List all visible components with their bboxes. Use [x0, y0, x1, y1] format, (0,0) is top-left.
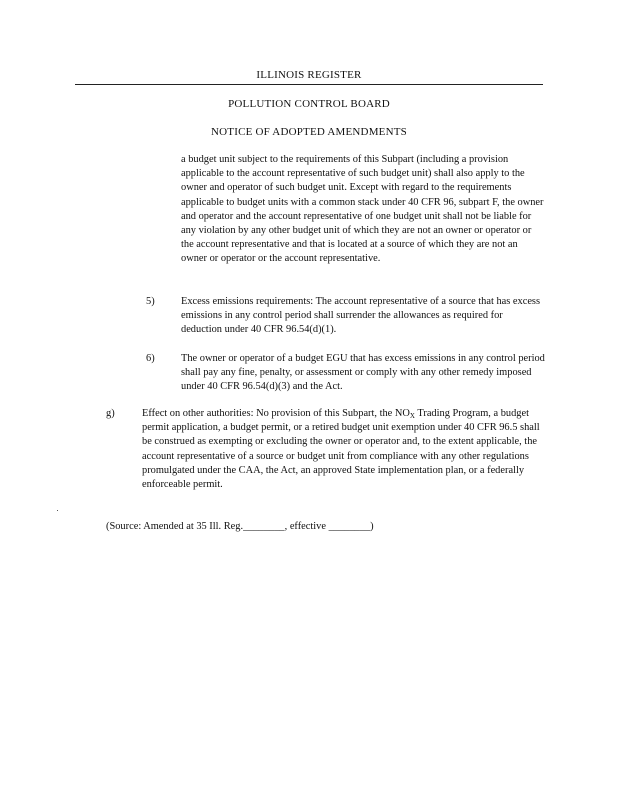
source-note: (Source: Amended at 35 Ill. Reg.________, effective ________): [106, 521, 374, 532]
item-6-text: The owner or operator of a budget EGU that has excess emissions in any control period shall pay any fine, penalty, or assessment or comply with any other remedy imposed under 40 CFR 96.54(d)(3) and the Act.: [181, 353, 545, 393]
item-6-number: 6): [146, 353, 155, 364]
item-g-number: g): [106, 408, 115, 419]
header-rule: [75, 84, 543, 85]
item-g-text-after: Trading Program, a budget permit application, a budget permit, or a retired budget unit exemption under 40 CFR 96.5 shall be construed as exempting or excluding the owner or operator and, to the extent applicable, the account representative of a source or budget unit from compliance with any other regulations promulgated under the CAA, the Act, an approved State implementation plan, or a federally enforceable permit.: [142, 408, 540, 491]
item-g-text: [142, 407, 546, 492]
board-title: POLLUTION CONTROL BOARD: [228, 98, 390, 110]
item-5-number: 5): [146, 296, 155, 307]
item-5-text: Excess emissions requirements: The account representative of a source that has excess emissions in any control period shall surrender the allowances as required for deduction under 40 CFR 96.54(d)(1).: [181, 296, 541, 336]
notice-title: NOTICE OF ADOPTED AMENDMENTS: [211, 126, 407, 138]
nox-subscript: X: [409, 412, 415, 420]
continuation-paragraph: a budget unit subject to the requirements of this Subpart (including a provision applicable to the account representative of such budget unit) shall also apply to the owner and operator of such budget unit. Except with regard to the requirements applicable to budget units with a common stack under 40 CFR 96, subpart F, the owner and operator and the account representative of one budget unit shall not be liable for any violation by any other budget unit of which they are not an owner or operator or the account representative and that is located at a source of which they are not an owner or operator or the account representative.: [181, 154, 544, 265]
item-g-text-before: Effect on other authorities: No provision of this Subpart, the NO: [142, 408, 410, 419]
register-title: ILLINOIS REGISTER: [256, 69, 362, 81]
stray-mark: [57, 510, 58, 511]
